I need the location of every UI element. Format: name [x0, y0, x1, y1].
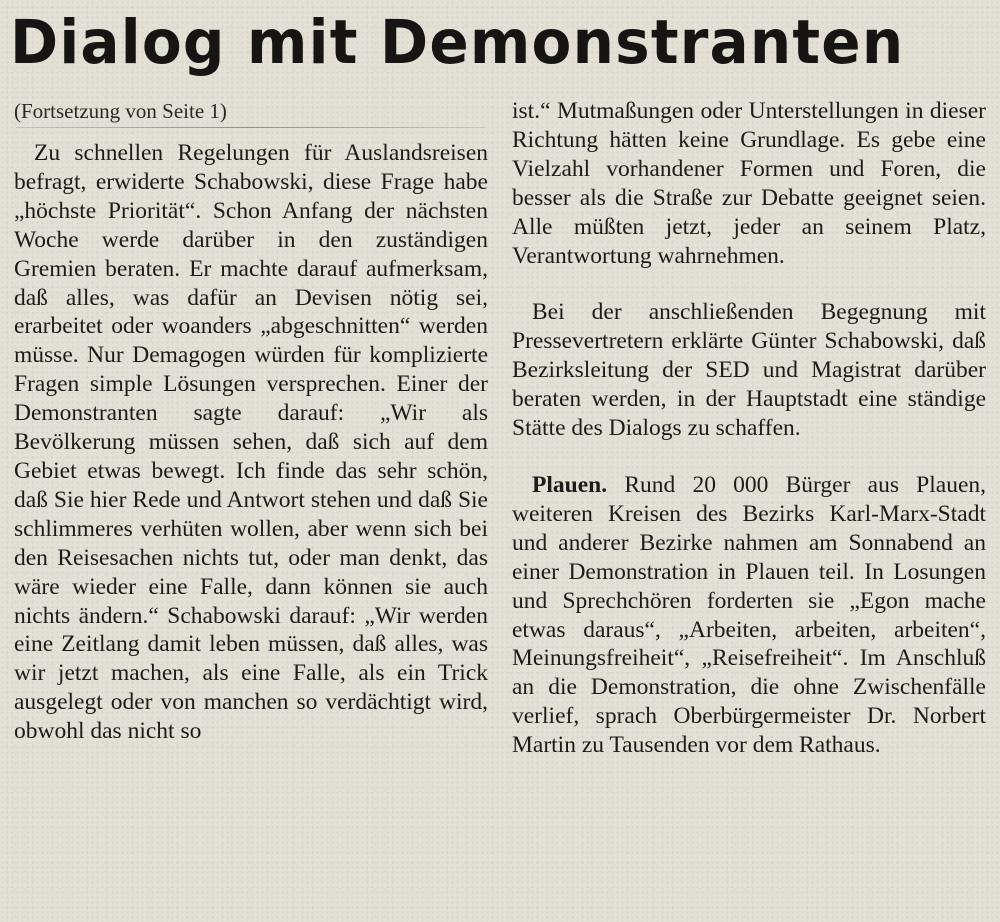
dateline-plauen: Plauen.	[532, 471, 608, 498]
paragraph-continuation: ist.“ Mutmaßungen oder Unterstellungen in dieser Richtung hätten keine Grundlage. Es gebe eine Vielzahl vorhandener Formen und Foren, die besser als die Straße zur Debatte geeignet seien. Alle müßten jetzt, jeder an seinem Platz, Verantwortung wahrnehmen.	[512, 98, 986, 269]
continuation-note: (Fortsetzung von Seite 1)	[14, 99, 227, 123]
paragraph-press-meeting: Bei der anschließenden Begegnung mit Pressevertretern erklärte Günter Schabowski, daß Bezirksleitung der SED und Magistrat darüber beraten werden, in der Hauptstadt eine ständige Stätte des Dialogs zu schaffen.	[512, 299, 986, 442]
paragraph-plauen	[512, 471, 986, 760]
faint-rule	[16, 127, 486, 128]
article-column-right	[512, 97, 986, 912]
paragraph-schabowski-travel: Zu schnellen Regelungen für Auslandsreisen befragt, erwiderte Schabowski, diese Frage habe „höchste Priorität“. Schon Anfang der nächsten Woche werde darüber in den zuständigen Gremien beraten. Er machte darauf aufmerksam, daß alles, was dafür an Devisen nötig sei, erarbeitet oder woanders „abgeschnitten“ werden müsse. Nur Demagogen würden für komplizierte Fragen simple Lösungen versprechen. Einer der Demonstranten sagte darauf: „Wir als Bevölkerung müssen sehen, daß sich auf dem Gebiet etwas bewegt. Ich finde das sehr schön, daß Sie hier Rede und Antwort stehen und daß Sie schlimmeres verhüten wollen, aber wenn sich bei den Reisesachen nichts tut, oder man denkt, das wäre wieder eine Falle, dann können sie auch nichts ändern.“ Schabowski darauf: „Wir werden eine Zeitlang damit leben müssen, daß alles, was wir jetzt machen, als eine Falle, als ein Trick ausgelegt oder von manchen so verdächtigt wird, obwohl das nicht so	[14, 140, 488, 745]
paragraph-plauen-text: Rund 20 000 Bürger aus Plauen, weiteren Kreisen des Bezirks Karl-Marx-Stadt und anderer Bezirke nahmen am Sonnabend an einer Demonstration in Plauen teil. In Losungen und Sprechchören forderten sie „Egon mache etwas daraus“, „Arbeiten, arbeiten, arbeiten“, Meinungsfreiheit“, „Reisefreiheit“. Im Anschluß an die Demonstration, die ohne Zwischenfälle verlief, sprach Oberbürgermeister Dr. Norbert Martin zu Tausenden vor dem Rathaus.	[512, 471, 987, 759]
headline: Dialog mit Demonstranten	[10, 6, 905, 78]
article-column-left	[14, 97, 488, 912]
